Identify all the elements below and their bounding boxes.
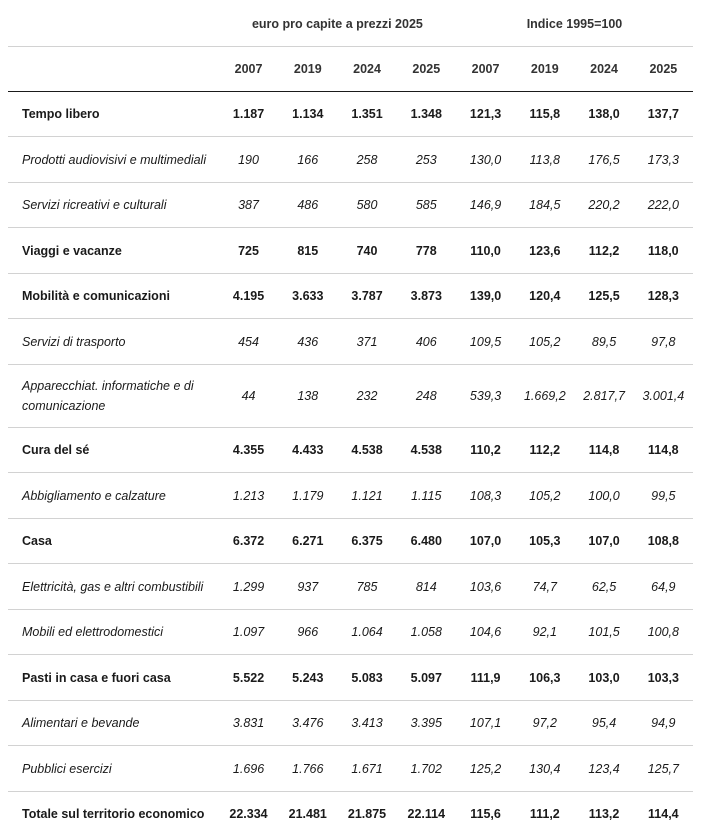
value-index-cell: 104,6 bbox=[456, 610, 515, 655]
row-label: Pasti in casa e fuori casa bbox=[8, 655, 219, 701]
value-euro-cell: 785 bbox=[337, 564, 396, 610]
group-header-euro: euro pro capite a prezzi 2025 bbox=[219, 2, 456, 47]
value-index-cell: 125,5 bbox=[574, 274, 633, 319]
value-euro-cell: 6.271 bbox=[278, 519, 337, 564]
value-euro-cell: 138 bbox=[278, 365, 337, 428]
row-label: Totale sul territorio economico bbox=[8, 792, 219, 836]
value-index-cell: 114,8 bbox=[574, 428, 633, 473]
value-euro-cell: 1.213 bbox=[219, 473, 278, 519]
table-row bbox=[8, 428, 693, 473]
value-index-cell: 107,1 bbox=[456, 701, 515, 746]
value-index-cell: 107,0 bbox=[456, 519, 515, 564]
value-index-cell: 110,2 bbox=[456, 428, 515, 473]
value-index-cell: 115,6 bbox=[456, 792, 515, 836]
value-index-cell: 114,8 bbox=[634, 428, 693, 473]
row-label: Servizi ricreativi e culturali bbox=[8, 183, 219, 228]
value-euro-cell: 21.481 bbox=[278, 792, 337, 836]
value-euro-cell: 1.115 bbox=[397, 473, 456, 519]
year-header: 2007 bbox=[219, 47, 278, 92]
value-euro-cell: 1.064 bbox=[337, 610, 396, 655]
value-index-cell: 121,3 bbox=[456, 92, 515, 137]
value-index-cell: 130,4 bbox=[515, 746, 574, 792]
table-row bbox=[8, 319, 693, 365]
value-euro-cell: 22.114 bbox=[397, 792, 456, 836]
value-euro-cell: 3.787 bbox=[337, 274, 396, 319]
value-index-cell: 103,0 bbox=[574, 655, 633, 701]
empty-header-cell bbox=[8, 47, 219, 92]
value-index-cell: 106,3 bbox=[515, 655, 574, 701]
value-euro-cell: 232 bbox=[337, 365, 396, 428]
value-index-cell: 62,5 bbox=[574, 564, 633, 610]
value-euro-cell: 253 bbox=[397, 137, 456, 183]
value-euro-cell: 166 bbox=[278, 137, 337, 183]
value-euro-cell: 387 bbox=[219, 183, 278, 228]
value-euro-cell: 815 bbox=[278, 228, 337, 274]
row-label: Pubblici esercizi bbox=[8, 746, 219, 792]
value-index-cell: 89,5 bbox=[574, 319, 633, 365]
value-index-cell: 539,3 bbox=[456, 365, 515, 428]
value-euro-cell: 1.299 bbox=[219, 564, 278, 610]
value-index-cell: 3.001,4 bbox=[634, 365, 693, 428]
value-index-cell: 97,8 bbox=[634, 319, 693, 365]
value-index-cell: 64,9 bbox=[634, 564, 693, 610]
value-euro-cell: 1.702 bbox=[397, 746, 456, 792]
value-euro-cell: 937 bbox=[278, 564, 337, 610]
value-index-cell: 105,2 bbox=[515, 319, 574, 365]
row-label: Mobilità e comunicazioni bbox=[8, 274, 219, 319]
consumption-table bbox=[8, 2, 693, 836]
value-index-cell: 130,0 bbox=[456, 137, 515, 183]
table-row bbox=[8, 655, 693, 701]
year-header: 2024 bbox=[574, 47, 633, 92]
row-label: Servizi di trasporto bbox=[8, 319, 219, 365]
value-index-cell: 103,3 bbox=[634, 655, 693, 701]
value-index-cell: 92,1 bbox=[515, 610, 574, 655]
value-euro-cell: 1.348 bbox=[397, 92, 456, 137]
table-row bbox=[8, 365, 693, 428]
value-euro-cell: 1.351 bbox=[337, 92, 396, 137]
value-index-cell: 173,3 bbox=[634, 137, 693, 183]
value-index-cell: 115,8 bbox=[515, 92, 574, 137]
value-euro-cell: 5.243 bbox=[278, 655, 337, 701]
value-index-cell: 101,5 bbox=[574, 610, 633, 655]
value-index-cell: 176,5 bbox=[574, 137, 633, 183]
row-label: Tempo libero bbox=[8, 92, 219, 137]
table-row bbox=[8, 274, 693, 319]
year-header: 2025 bbox=[397, 47, 456, 92]
year-header: 2019 bbox=[515, 47, 574, 92]
value-index-cell: 112,2 bbox=[574, 228, 633, 274]
value-index-cell: 112,2 bbox=[515, 428, 574, 473]
empty-header-cell bbox=[8, 2, 219, 47]
year-header: 2007 bbox=[456, 47, 515, 92]
value-euro-cell: 966 bbox=[278, 610, 337, 655]
value-euro-cell: 22.334 bbox=[219, 792, 278, 836]
value-index-cell: 100,0 bbox=[574, 473, 633, 519]
value-index-cell: 128,3 bbox=[634, 274, 693, 319]
value-euro-cell: 371 bbox=[337, 319, 396, 365]
value-index-cell: 137,7 bbox=[634, 92, 693, 137]
value-euro-cell: 3.395 bbox=[397, 701, 456, 746]
value-index-cell: 114,4 bbox=[634, 792, 693, 836]
value-index-cell: 111,9 bbox=[456, 655, 515, 701]
row-label: Mobili ed elettrodomestici bbox=[8, 610, 219, 655]
table-row bbox=[8, 473, 693, 519]
value-index-cell: 222,0 bbox=[634, 183, 693, 228]
value-index-cell: 139,0 bbox=[456, 274, 515, 319]
value-index-cell: 1.669,2 bbox=[515, 365, 574, 428]
value-euro-cell: 1.179 bbox=[278, 473, 337, 519]
table-row bbox=[8, 564, 693, 610]
value-euro-cell: 406 bbox=[397, 319, 456, 365]
table-row bbox=[8, 610, 693, 655]
value-euro-cell: 454 bbox=[219, 319, 278, 365]
table-row bbox=[8, 92, 693, 137]
value-index-cell: 146,9 bbox=[456, 183, 515, 228]
value-euro-cell: 4.433 bbox=[278, 428, 337, 473]
group-header-row bbox=[8, 2, 693, 47]
value-euro-cell: 44 bbox=[219, 365, 278, 428]
value-euro-cell: 21.875 bbox=[337, 792, 396, 836]
value-index-cell: 2.817,7 bbox=[574, 365, 633, 428]
row-label: Abbigliamento e calzature bbox=[8, 473, 219, 519]
value-euro-cell: 5.097 bbox=[397, 655, 456, 701]
row-label: Alimentari e bevande bbox=[8, 701, 219, 746]
value-index-cell: 105,3 bbox=[515, 519, 574, 564]
value-euro-cell: 778 bbox=[397, 228, 456, 274]
value-index-cell: 184,5 bbox=[515, 183, 574, 228]
year-header: 2019 bbox=[278, 47, 337, 92]
value-index-cell: 113,2 bbox=[574, 792, 633, 836]
value-euro-cell: 3.831 bbox=[219, 701, 278, 746]
value-euro-cell: 4.195 bbox=[219, 274, 278, 319]
table-row bbox=[8, 183, 693, 228]
value-euro-cell: 1.696 bbox=[219, 746, 278, 792]
value-index-cell: 97,2 bbox=[515, 701, 574, 746]
value-index-cell: 110,0 bbox=[456, 228, 515, 274]
value-euro-cell: 4.355 bbox=[219, 428, 278, 473]
value-euro-cell: 4.538 bbox=[337, 428, 396, 473]
value-euro-cell: 4.538 bbox=[397, 428, 456, 473]
value-index-cell: 123,6 bbox=[515, 228, 574, 274]
value-index-cell: 220,2 bbox=[574, 183, 633, 228]
value-euro-cell: 486 bbox=[278, 183, 337, 228]
row-label: Prodotti audiovisivi e multimediali bbox=[8, 137, 219, 183]
row-label: Apparecchiat. informatiche e di comunicazione bbox=[8, 365, 219, 428]
table-body bbox=[8, 92, 693, 836]
value-euro-cell: 5.522 bbox=[219, 655, 278, 701]
value-euro-cell: 580 bbox=[337, 183, 396, 228]
value-euro-cell: 740 bbox=[337, 228, 396, 274]
table-row bbox=[8, 228, 693, 274]
year-header-row bbox=[8, 47, 693, 92]
table-row bbox=[8, 701, 693, 746]
value-index-cell: 118,0 bbox=[634, 228, 693, 274]
value-index-cell: 99,5 bbox=[634, 473, 693, 519]
value-index-cell: 138,0 bbox=[574, 92, 633, 137]
value-euro-cell: 1.671 bbox=[337, 746, 396, 792]
value-euro-cell: 585 bbox=[397, 183, 456, 228]
value-euro-cell: 3.633 bbox=[278, 274, 337, 319]
value-index-cell: 111,2 bbox=[515, 792, 574, 836]
value-euro-cell: 1.121 bbox=[337, 473, 396, 519]
value-index-cell: 123,4 bbox=[574, 746, 633, 792]
value-index-cell: 94,9 bbox=[634, 701, 693, 746]
table-row bbox=[8, 792, 693, 836]
value-euro-cell: 1.134 bbox=[278, 92, 337, 137]
row-label: Cura del sé bbox=[8, 428, 219, 473]
value-index-cell: 120,4 bbox=[515, 274, 574, 319]
year-header: 2024 bbox=[337, 47, 396, 92]
table-row bbox=[8, 137, 693, 183]
value-index-cell: 108,3 bbox=[456, 473, 515, 519]
value-euro-cell: 190 bbox=[219, 137, 278, 183]
value-index-cell: 113,8 bbox=[515, 137, 574, 183]
row-label: Casa bbox=[8, 519, 219, 564]
value-index-cell: 100,8 bbox=[634, 610, 693, 655]
value-euro-cell: 1.097 bbox=[219, 610, 278, 655]
value-index-cell: 95,4 bbox=[574, 701, 633, 746]
value-euro-cell: 6.375 bbox=[337, 519, 396, 564]
value-euro-cell: 258 bbox=[337, 137, 396, 183]
value-index-cell: 108,8 bbox=[634, 519, 693, 564]
year-header: 2025 bbox=[634, 47, 693, 92]
row-label: Elettricità, gas e altri combustibili bbox=[8, 564, 219, 610]
table-row bbox=[8, 519, 693, 564]
value-euro-cell: 814 bbox=[397, 564, 456, 610]
value-index-cell: 109,5 bbox=[456, 319, 515, 365]
group-header-index: Indice 1995=100 bbox=[456, 2, 693, 47]
value-index-cell: 103,6 bbox=[456, 564, 515, 610]
value-euro-cell: 3.873 bbox=[397, 274, 456, 319]
value-euro-cell: 1.187 bbox=[219, 92, 278, 137]
value-euro-cell: 3.476 bbox=[278, 701, 337, 746]
value-euro-cell: 5.083 bbox=[337, 655, 396, 701]
value-index-cell: 105,2 bbox=[515, 473, 574, 519]
value-euro-cell: 6.480 bbox=[397, 519, 456, 564]
value-euro-cell: 248 bbox=[397, 365, 456, 428]
value-euro-cell: 3.413 bbox=[337, 701, 396, 746]
value-euro-cell: 1.058 bbox=[397, 610, 456, 655]
value-index-cell: 125,7 bbox=[634, 746, 693, 792]
table-row bbox=[8, 746, 693, 792]
value-euro-cell: 725 bbox=[219, 228, 278, 274]
value-euro-cell: 436 bbox=[278, 319, 337, 365]
value-euro-cell: 6.372 bbox=[219, 519, 278, 564]
value-index-cell: 74,7 bbox=[515, 564, 574, 610]
value-index-cell: 107,0 bbox=[574, 519, 633, 564]
value-euro-cell: 1.766 bbox=[278, 746, 337, 792]
value-index-cell: 125,2 bbox=[456, 746, 515, 792]
row-label: Viaggi e vacanze bbox=[8, 228, 219, 274]
